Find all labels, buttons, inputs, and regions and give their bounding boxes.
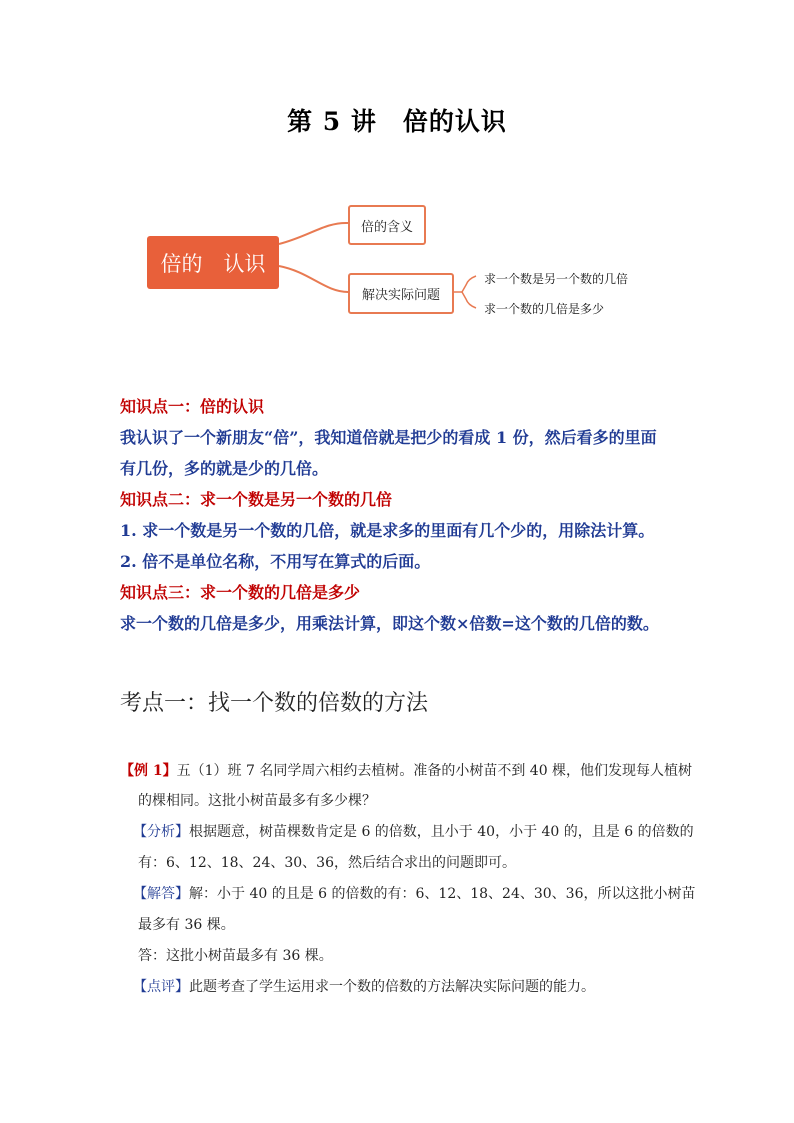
page-title: 第 5 讲 倍的认识: [287, 107, 507, 136]
mind-map-leaf-2: 求一个数的几倍是多少: [484, 302, 605, 316]
final-answer: 答：这批小树苗最多有 36 棵。: [138, 948, 333, 964]
knowledge-point-1-text-line-1: 我认识了一个新朋友“倍”，我知道倍就是把少的看成 1 份，然后看多的里面: [120, 428, 657, 447]
mind-map-leaf-1: 求一个数是另一个数的几倍: [484, 272, 629, 286]
knowledge-point-2-text-line-1: 1. 求一个数是另一个数的几倍，就是求多的里面有几个少的，用除法计算。: [120, 521, 655, 540]
comment-text: 此题考查了学生运用求一个数的倍数的方法解决实际问题的能力。: [189, 979, 595, 995]
knowledge-point-1-title: 知识点一：倍的认识: [120, 397, 265, 416]
knowledge-point-2-text-line-2: 2. 倍不是单位名称，不用写在算式的后面。: [120, 552, 431, 571]
knowledge-point-2-title: 知识点二：求一个数是另一个数的几倍: [120, 490, 393, 509]
analysis-text-1: 根据题意，树苗棵数肯定是 6 的倍数，且小于 40，小于 40 的，且是 6 的倍数的: [189, 824, 694, 840]
comment-line: [133, 976, 595, 996]
comment-tag: 【点评】: [133, 979, 189, 995]
example-question-line-1: [120, 760, 692, 780]
knowledge-point-3-title: 知识点三：求一个数的几倍是多少: [120, 583, 361, 602]
answer-line-2: 最多有 36 棵。: [138, 917, 235, 933]
knowledge-point-1-text-line-2: 有几份，多的就是少的几倍。: [120, 459, 329, 478]
mind-map-root: 倍的 认识: [147, 236, 279, 289]
analysis-line-1: [133, 821, 694, 841]
mind-map-branch-meaning: 倍的含义: [348, 205, 426, 245]
analysis-tag: 【分析】: [133, 824, 189, 840]
answer-tag: 【解答】: [133, 886, 189, 902]
answer-line-1: [133, 883, 696, 903]
example-tag: 【例 1】: [120, 763, 177, 779]
knowledge-point-3-text-line-1: 求一个数的几倍是多少，用乘法计算，即这个数×倍数=这个数的几倍的数。: [120, 614, 659, 633]
answer-text-1: 解：小于 40 的且是 6 的倍数的有：6、12、18、24、30、36，所以这批小树苗: [189, 886, 696, 902]
example-question-text-1: 五（1）班 7 名同学周六相约去植树。准备的小树苗不到 40 棵，他们发现每人植树: [176, 763, 693, 779]
section-title: 考点一：找一个数的倍数的方法: [120, 691, 429, 716]
analysis-line-2: 有：6、12、18、24、30、36，然后结合求出的问题即可。: [138, 855, 516, 871]
example-question-line-2: 的棵相同。这批小树苗最多有多少棵？: [138, 793, 376, 809]
mind-map-branch-problems: 解决实际问题: [348, 273, 454, 314]
